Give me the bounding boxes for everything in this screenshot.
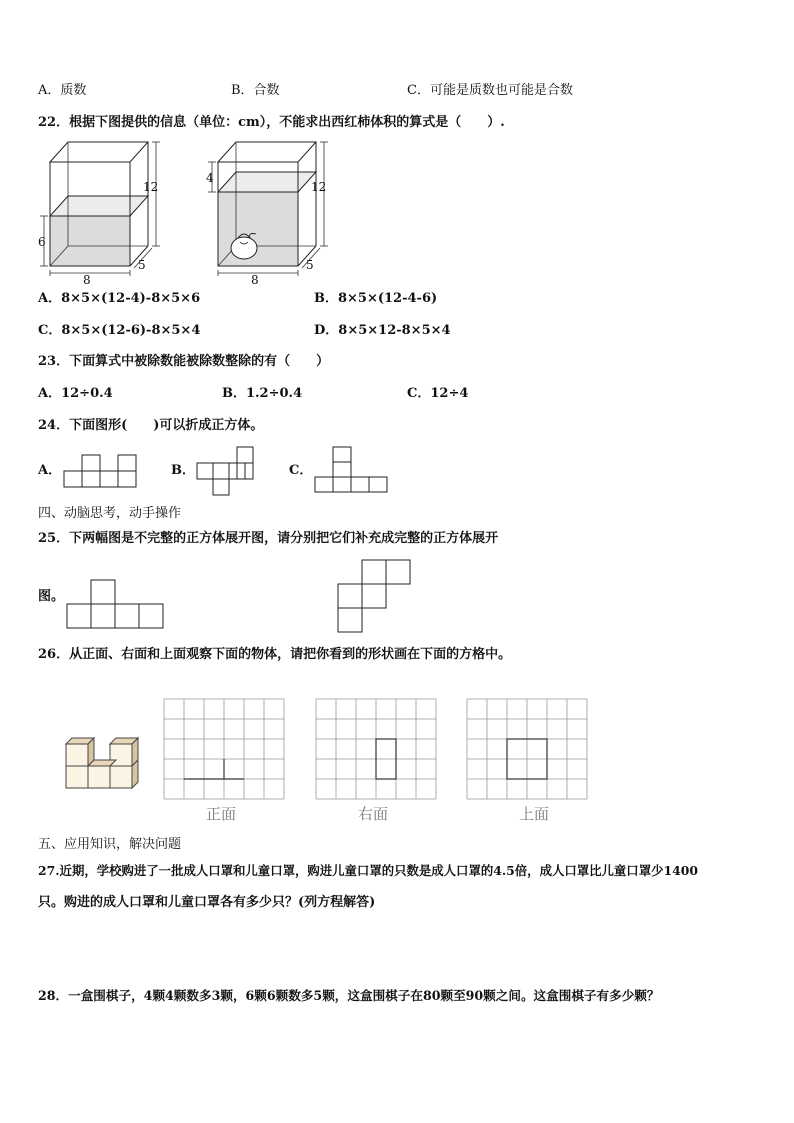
q22-option-b: B．8×5×(12-4-6): [314, 291, 438, 306]
q24-net-c: [315, 446, 389, 492]
q26-caption-top: 上面: [519, 805, 550, 823]
q23-option-b: B．1.2÷0.4: [222, 386, 303, 401]
q25-stem-cont: 图。: [38, 589, 65, 604]
q26-grid-front[interactable]: [163, 698, 289, 828]
q24-net-b: [197, 446, 257, 496]
q23-option-c: C．12÷4: [407, 386, 469, 401]
fig2-gap-label: 4: [206, 171, 214, 185]
q22-container-figure-1: [30, 134, 170, 287]
q25-net-1: [66, 579, 166, 631]
q25-stem: 25．下两幅图是不完整的正方体展开图，请分别把它们补充成完整的正方体展开: [38, 531, 499, 546]
q24-stem: 24．下面图形( )可以折成正方体。: [38, 418, 264, 433]
q22-option-d: D．8×5×12-8×5×4: [314, 323, 451, 338]
fig2-height-label: 12: [311, 180, 327, 194]
q21-option-a: A．质数: [38, 83, 87, 98]
q22-option-c: C．8×5×(12-6)-8×5×4: [38, 323, 201, 338]
q22-container-figure-2: [198, 134, 338, 287]
q22-option-a: A．8×5×(12-4)-8×5×6: [38, 291, 201, 306]
q24-net-a: [64, 454, 138, 488]
q26-cube-object: [64, 732, 144, 794]
q27-line-1: 27.近期，学校购进了一批成人口罩和儿童口罩，购进儿童口罩的只数是成人口罩的4.5倍，成人口罩比儿童口罩少1400: [38, 863, 698, 878]
q27-line-2: 只。购进的成人口罩和儿童口罩各有多少只？(列方程解答): [38, 895, 376, 910]
q21-option-c: C．可能是质数也可能是合数: [407, 83, 573, 98]
fig1-length-label: 8: [83, 273, 91, 287]
q23-stem: 23．下面算式中被除数能被除数整除的有（ ）: [38, 354, 330, 369]
q28-stem: 28．一盒围棋子，4颗4颗数多3颗，6颗6颗数多5颗，这盒围棋子在80颗至90颗之间。这盒围棋子有多少颗？: [38, 988, 660, 1003]
q24-option-c: C．: [289, 463, 313, 478]
q24-option-a: A．: [38, 463, 62, 478]
q23-option-a: A．12÷0.4: [38, 386, 113, 401]
q26-grid-top[interactable]: [466, 698, 592, 828]
q21-option-b: B．合数: [231, 83, 280, 98]
section-5-title: 五、应用知识，解决问题: [38, 837, 182, 852]
q22-stem: 22．根据下图提供的信息（单位：cm），不能求出西红柿体积的算式是（ ）.: [38, 115, 505, 130]
section-4-title: 四、动脑思考，动手操作: [38, 506, 182, 521]
q25-net-2: [337, 559, 413, 635]
q26-stem: 26．从正面、右面和上面观察下面的物体，请把你看到的形状画在下面的方格中。: [38, 647, 512, 662]
q24-option-b: B．: [171, 463, 195, 478]
fig2-length-label: 8: [251, 273, 259, 287]
fig1-water-label: 6: [38, 235, 46, 249]
q26-caption-front: 正面: [206, 805, 237, 823]
q26-caption-right: 右面: [358, 805, 389, 823]
fig2-width-label: 5: [306, 258, 314, 272]
fig1-height-label: 12: [143, 180, 159, 194]
fig1-width-label: 5: [138, 258, 146, 272]
q26-grid-right[interactable]: [315, 698, 441, 828]
